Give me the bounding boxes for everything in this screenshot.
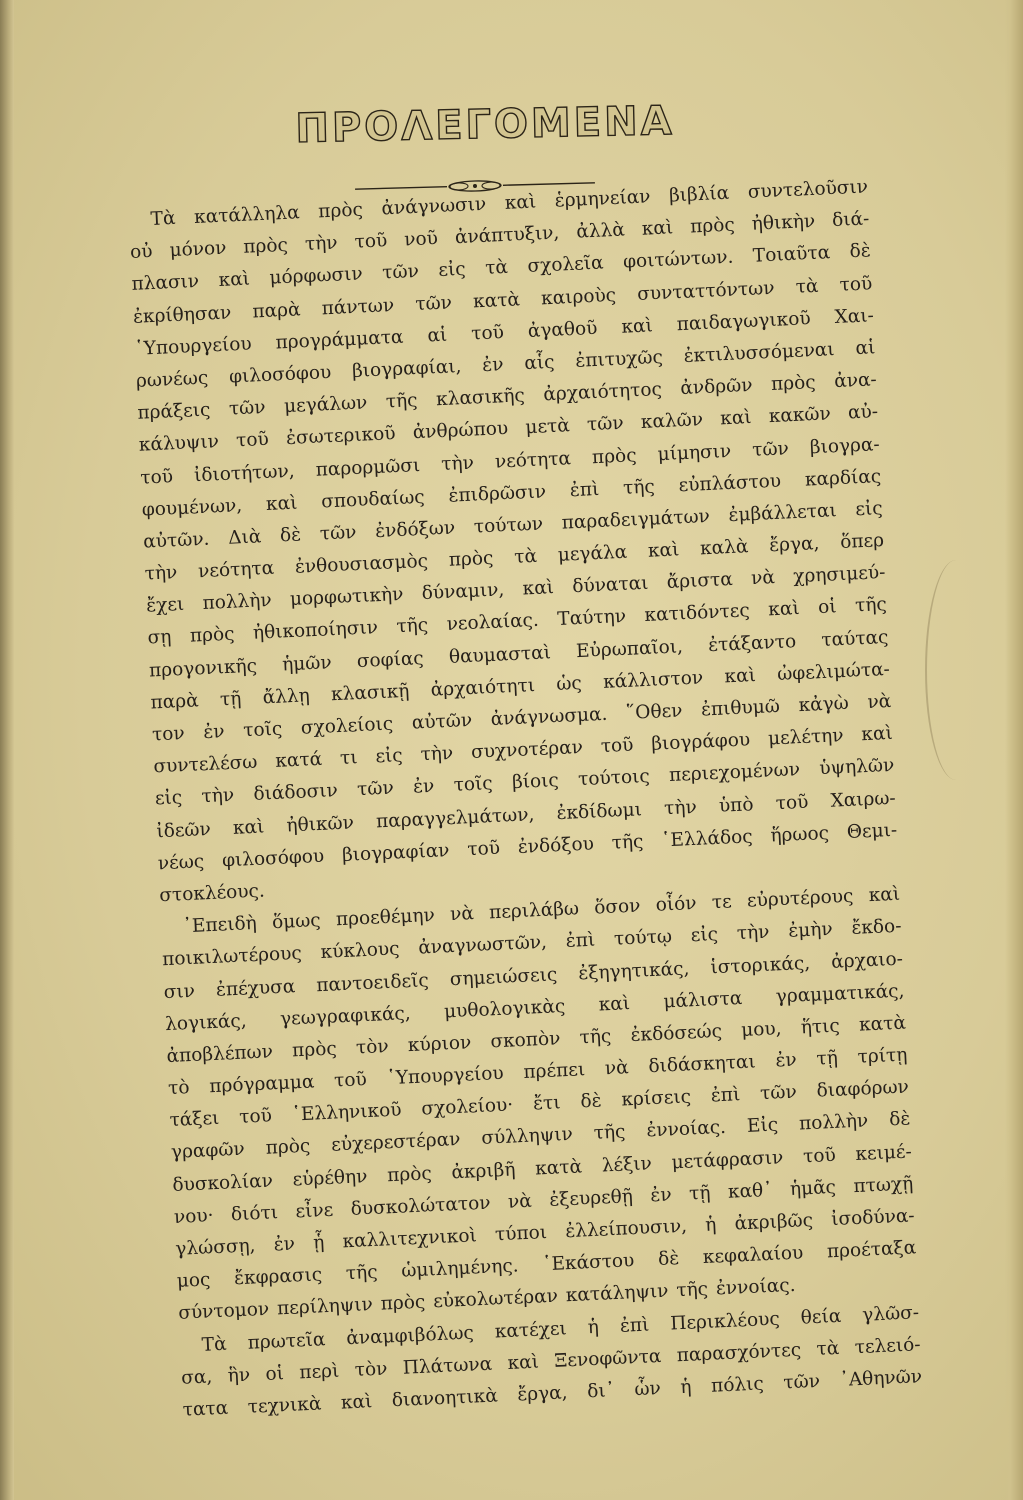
text-line: ποικιλωτέρους κύκλους ἀναγνωστῶν, ἐπὶ τούτῳ εἰς τὴν ἐμὴν ἔκδο- (161, 915, 902, 971)
page-right-edge (1005, 0, 1023, 1500)
text-line: τατα τεχνικὰ καὶ διανοητικὰ ἔργα, δι᾿ ὧν ἡ πόλις τῶν ᾿Αθηνῶν (182, 1366, 923, 1421)
text-line: σύντομον περίληψιν πρὸς εὐκολωτέραν κατάληψιν τῆς ἐννοίας. (177, 1275, 796, 1325)
text-line: νου· διότι εἶνε δυσκολώτατον νὰ ἐξευρεθῇ ἐν τῇ καθ᾿ ἡμᾶς πτωχῇ (173, 1173, 914, 1228)
text-line: προγονικῆς ἡμῶν σοφίας θαυμασταὶ Εὐρωπαῖοι, ἐτάξαντο ταύτας (148, 626, 889, 682)
text-line: ἔχει πολλὴν μορφωτικὴν δύναμιν, καὶ δύναται ἄριστα νὰ χρησιμεύ- (145, 562, 886, 617)
text-line: ρωνέως φιλοσόφου βιογραφίαι, ἐν αἷς ἐπιτυχῶς ἐκτιλυσσόμεναι αἱ (135, 337, 876, 392)
paper-fold-mark (925, 560, 987, 780)
text-line: Τὰ πρωτεῖα ἀναμφιβόλως κατέχει ἡ ἐπὶ Περικλέους θεία γλῶσ- (201, 1301, 920, 1356)
text-line: αὐτῶν. Διὰ δὲ τῶν ἐνδόξων τούτων παραδειγμάτων ἐμβάλλεται εἰς (142, 497, 884, 553)
text-line: ἀποβλέπων πρὸς τὸν κύριον σκοπὸν τῆς ἐκδόσεώς μου, ἥτις κατὰ (166, 1012, 907, 1067)
text-line: ῾Υπουργείου προγράμματα αἱ τοῦ ἀγαθοῦ καὶ παιδαγωγικοῦ Χαι- (134, 305, 875, 360)
text-line: πλασιν καὶ μόρφωσιν τῶν εἰς τὰ σχολεῖα φοιτώντων. Τοιαῦτα δὲ (131, 240, 872, 296)
text-line: παρὰ τῇ ἄλλῃ κλασικῇ ἀρχαιότητι ὡς κάλλιστον καὶ ὠφελιμώτα- (150, 658, 891, 714)
text-line: γραφῶν πρὸς εὐχερεστέραν σύλληψιν τῆς ἐννοίας. Εἰς πολλὴν δὲ (170, 1108, 911, 1164)
text-line: λογικάς, γεωγραφικάς, μυθολογικὰς καὶ μάλιστα γραμματικάς, (164, 980, 905, 1035)
text-line: εἰς τὴν διάδοσιν τῶν ἐν τοῖς βίοις τούτοις περιεχομένων ὑψηλῶν (154, 755, 895, 810)
text-line: οὐ μόνον πρὸς τὴν τοῦ νοῦ ἀνάπτυξιν, ἀλλὰ καὶ πρὸς ἠθικὴν διά- (129, 208, 870, 264)
text-line: τὸ πρόγραμμα τοῦ ῾Υπουργείου πρέπει νὰ διδάσκηται ἐν τῇ τρίτῃ (167, 1044, 908, 1100)
text-line: τάξει τοῦ ῾Ελληνικοῦ σχολείου· ἔτι δὲ κρίσεις ἐπὶ τῶν διαφόρων (169, 1076, 910, 1132)
text-line: τοῦ ἰδιοτήτων, παρορμῶσι τὴν νεότητα πρὸς μίμησιν τῶν βιογρα- (139, 433, 881, 489)
text-line: στοκλέους. (158, 880, 266, 907)
text-line: μος ἔκφρασις τῆς ὡμιλημένης. ῾Εκάστου δὲ κεφαλαίου προέταξα (176, 1237, 917, 1293)
text-line: Τὰ κατάλληλα πρὸς ἀνάγνωσιν καὶ ἑρμηνείαν βιβλία συντελοῦσιν (150, 176, 869, 230)
text-line: ἰδεῶν καὶ ἠθικῶν παραγγελμάτων, ἐκδίδωμι τὴν ὑπὸ τοῦ Χαιρω- (155, 787, 897, 842)
text-line: γλώσσῃ, ἐν ᾗ καλλιτεχνικοὶ τύποι ἐλλείπουσιν, ἡ ἀκριβῶς ἰσοδύνα- (174, 1205, 916, 1260)
text-line: σιν ἐπέχυσα παντοειδεῖς σημειώσεις ἐξηγητικάς, ἱστορικάς, ἀρχαιο- (163, 948, 904, 1003)
text-line: νέως φιλοσόφου βιογραφίαν τοῦ ἐνδόξου τῆς ῾Ελλάδος ἥρωος Θεμι- (157, 819, 898, 875)
text-line: κάλυψιν τοῦ ἐσωτερικοῦ ἀνθρώπου μετὰ τῶν καλῶν καὶ κακῶν αὐ- (138, 401, 879, 457)
text-line: σα, ἣν οἱ περὶ τὸν Πλάτωνα καὶ Ξενοφῶντα παρασχόντες τὰ τελειό- (180, 1333, 921, 1389)
text-line: πράξεις τῶν μεγάλων τῆς κλασικῆς ἀρχαιότητος ἀνδρῶν πρὸς ἀνα- (136, 369, 878, 424)
text-line: δυσκολίαν εὑρέθην πρὸς ἀκριβῆ κατὰ λέξιν μετάφρασιν τοῦ κειμέ- (172, 1141, 913, 1196)
text-line: σῃ πρὸς ἠθικοποίησιν τῆς νεολαίας. Ταύτην κατιδόντες καὶ οἱ τῆς (147, 594, 888, 649)
preface-text (128, 171, 923, 1426)
text-line: τὴν νεότητα ἐνθουσιασμὸς πρὸς τὰ μεγάλα καὶ καλὰ ἔργα, ὅπερ (144, 530, 885, 585)
page-title: ΠΡΟΛΕΓΟΜΕΝΑ (294, 98, 676, 152)
text-line: ἐκρίθησαν παρὰ πάντων τῶν κατὰ καιροὺς συνταττόντων τὰ τοῦ (132, 272, 873, 328)
text-line: συντελέσω κατά τι εἰς τὴν συχνοτέραν τοῦ βιογράφου μελέτην καὶ (153, 723, 894, 778)
text-line: φουμένων, καὶ σπουδαίως ἐπιδρῶσιν ἐπὶ τῆς εὐπλάστου καρδίας (141, 465, 882, 521)
text-line: τον ἐν τοῖς σχολείοις αὐτῶν ἀνάγνωσμα. ῞Οθεν ἐπιθυμῶ κἀγὼ νὰ (151, 690, 892, 746)
page-binding-edge (0, 0, 14, 1500)
text-line: ᾿Επειδὴ ὅμως προεθέμην νὰ περιλάβω ὅσον οἷόν τε εὐρυτέρους καὶ (182, 883, 901, 938)
